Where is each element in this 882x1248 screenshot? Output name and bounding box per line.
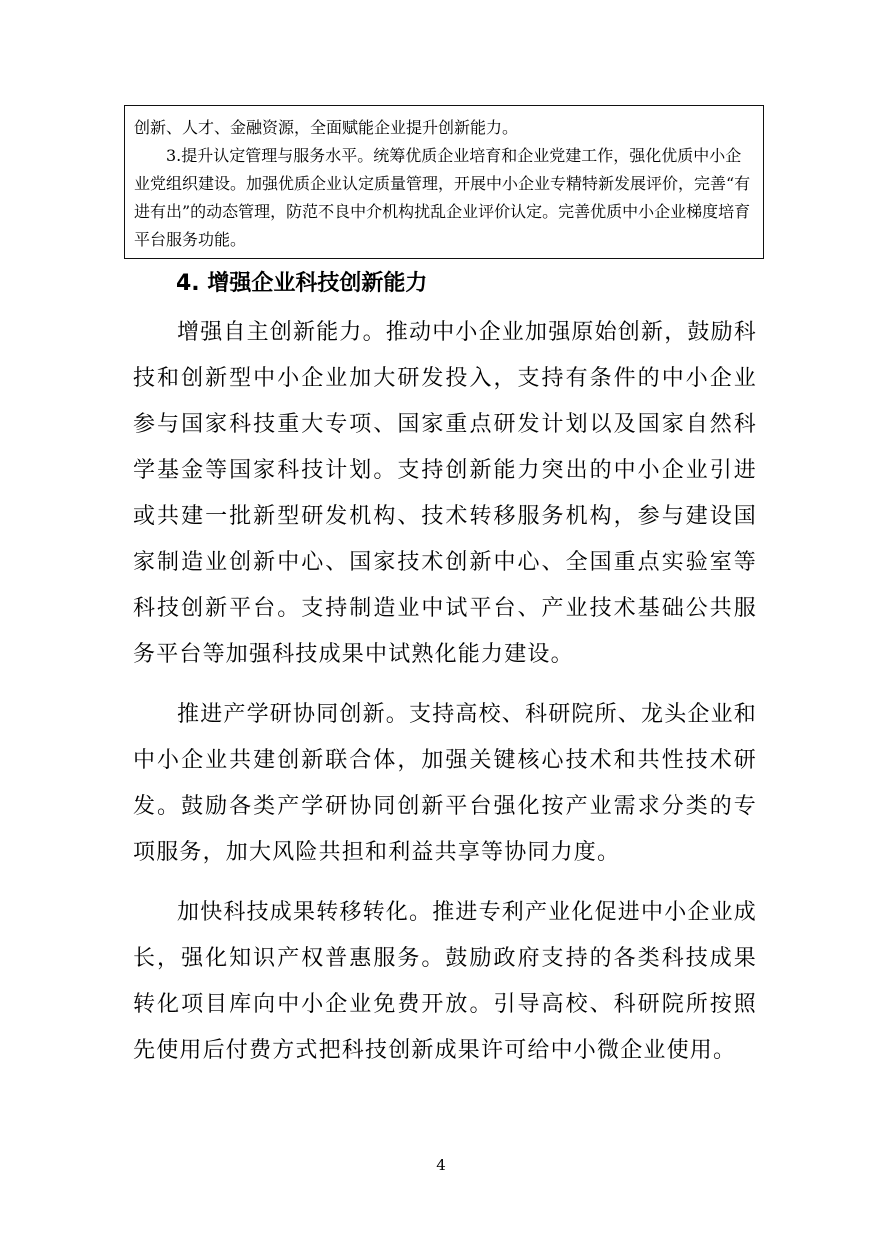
section-heading: 4. 增强企业科技创新能力 [176, 271, 428, 296]
paragraph-1: 增强自主创新能力。推动中小企业加强原始创新，鼓励科技和创新型中小企业加大研发投入，支持有条件的中小企业参与国家科技重大专项、国家重点研发计划以及国家自然科学基金等国家科技计划。支持创新能力突出的中小企业引进或共建一批新型研发机构、技术转移服务机构，参与建设国家制造业创新中心、国家技术创新中心、全国重点实验室等科技创新平台。支持制造业中试平台、产业技术基础公共服务平台等加强科技成果中试熟化能力建设。 [133, 320, 758, 667]
paragraph-3: 加快科技成果转移转化。推进专利产业化促进中小企业成长，强化知识产权普惠服务。鼓励政府支持的各类科技成果转化项目库向中小企业免费开放。引导高校、科研院所按照先使用后付费方式把科技创新成果许可给中小微企业使用。 [133, 900, 758, 1063]
boxed-excerpt [124, 105, 764, 259]
box-line-1: 创新、人才、金融资源，全面赋能企业提升创新能力。 [134, 118, 519, 137]
box-paragraph-2: 3.提升认定管理与服务水平。统筹优质企业培育和企业党建工作，强化优质中小企业党组织建设。加强优质企业认定质量管理，开展中小企业专精特新发展评价，完善“有进有出”的动态管理，防范不良中介机构扰乱企业评价认定。完善优质中小企业梯度培育平台服务功能。 [134, 146, 751, 249]
body-text [133, 310, 757, 1074]
page-number: 4 [436, 1156, 446, 1174]
paragraph-2: 推进产学研协同创新。支持高校、科研院所、龙头企业和中小企业共建创新联合体，加强关键核心技术和共性技术研发。鼓励各类产学研协同创新平台强化按产业需求分类的专项服务，加大风险共担和利益共享等协同力度。 [133, 702, 758, 865]
